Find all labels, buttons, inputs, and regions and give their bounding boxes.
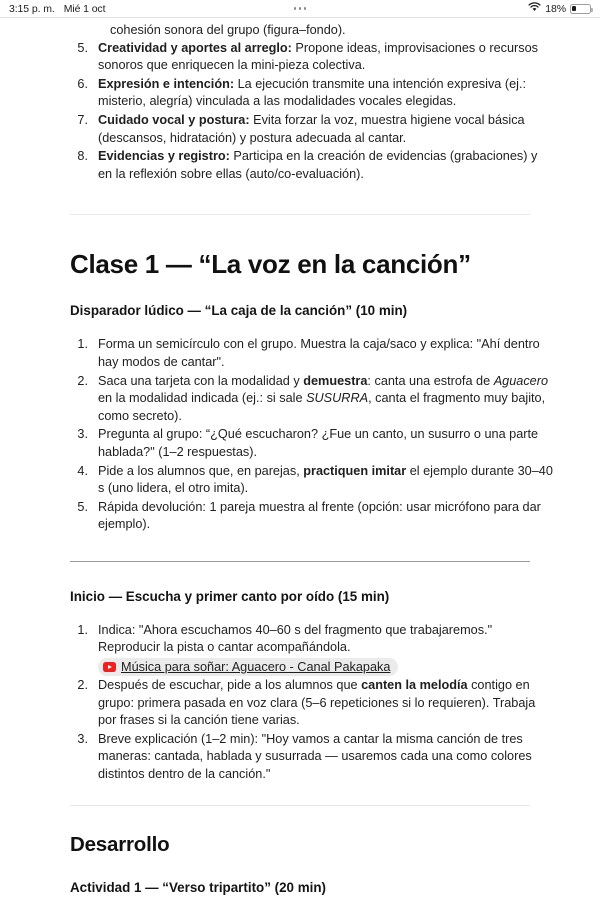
- list-item-text: Saca una tarjeta con la modalidad y demuestra: canta una estrofa de Aguacero en la modalidad indicada (ej.: si sale SUSURRA, canta el fragmento muy bajito, como secreto).: [98, 373, 548, 423]
- list-item-rest: La ejecución transmite una intención expresiva (ej.: misterio, alegría) vinculada a las modalidades vocales elegidas.: [98, 76, 527, 109]
- status-bar: [0, 0, 600, 17]
- actividad-heading: Actividad 1 — “Verso tripartito” (20 min): [70, 879, 326, 895]
- list-item-body: Indica: "Ahora escuchamos 40–60 s del fragmento que trabajaremos." Reproducir la pista o cantar acompañándola.: [98, 622, 493, 655]
- list-item-text: [98, 148, 558, 183]
- list-item: [72, 336, 558, 371]
- battery-percent-label: 18%: [545, 2, 566, 15]
- list-item-lead: Creatividad y aportes al arreglo:: [98, 40, 292, 55]
- list-item-text: Forma un semicírculo con el grupo. Muestra la caja/saco y explica: "Ahí dentro hay modos de cantar".: [98, 337, 540, 369]
- desarrollo-heading: Desarrollo: [70, 832, 170, 856]
- list-item: [72, 677, 558, 730]
- list-item-text: Rápida devolución: 1 pareja muestra al frente (opción: usar micrófono para dar ejemplo).: [98, 499, 541, 532]
- list-item-number: 2.: [77, 373, 88, 388]
- list-item: [72, 112, 558, 147]
- list-item: [72, 76, 558, 111]
- battery-icon: [570, 4, 591, 14]
- list-item-text: [98, 112, 558, 147]
- list-item-number: 1.: [77, 337, 88, 352]
- list-item-number: 5.: [77, 499, 88, 514]
- list-item-rest: Propone ideas, improvisaciones o recursos sonoros que enriquecen la mini-pieza colectiva.: [98, 40, 539, 73]
- list-item: [72, 499, 558, 534]
- list-item-number: 3.: [77, 427, 88, 442]
- list-item-text: Breve explicación (1–2 min): "Hoy vamos a cantar la misma canción de tres maneras: cantada, hablada y susurrada — usaremos cada una como colores distintos dentro de la canción.": [98, 731, 532, 782]
- list-item-rest: Evita forzar la voz, muestra higiene vocal básica (descansos, hidratación) y postura adecuada al cantar.: [98, 112, 525, 145]
- inicio-steps-list: [0, 622, 600, 784]
- list-item: [72, 622, 558, 676]
- list-item: [72, 40, 558, 75]
- status-bar-right: [528, 2, 591, 15]
- criteria-ordered-list: [72, 40, 600, 184]
- list-item: [72, 148, 558, 183]
- list-item-number: 8.: [77, 149, 88, 164]
- more-dots-indicator-icon: [294, 7, 307, 10]
- list-item-number: 2.: [77, 678, 88, 693]
- trigger-section-heading: Disparador lúdico — “La caja de la canción” (10 min): [70, 303, 408, 319]
- status-bar-left: [9, 3, 105, 15]
- list-item: [72, 463, 558, 498]
- youtube-link-chip[interactable]: [98, 658, 398, 676]
- list-item-text: [98, 622, 558, 676]
- page-title: Clase 1 — “La voz en la canción”: [70, 249, 471, 280]
- wifi-icon: [528, 2, 541, 15]
- list-item-text: [98, 40, 558, 75]
- list-item-number: 3.: [77, 731, 88, 746]
- list-item-text: Pregunta al grupo: “¿Qué escucharon? ¿Fue un canto, un susurro o una parte hablada?" (1–2 respuestas).: [98, 427, 539, 459]
- trigger-steps-list: [0, 336, 600, 534]
- status-bar-date: Mié 1 oct: [63, 2, 106, 15]
- list-item-text: Después de escuchar, pide a los alumnos que canten la melodía contigo en grupo: primera pasada en voz clara (5–6 repeticiones si lo requieren). Trabaja por frases si la canción tiene varias.: [98, 678, 536, 728]
- youtube-icon: [103, 662, 116, 672]
- list-item: [72, 373, 558, 426]
- document-scroll-area[interactable]: [0, 18, 600, 895]
- list-item-lead: Cuidado vocal y postura:: [98, 112, 250, 127]
- list-item-number: 6.: [77, 76, 88, 91]
- list-item-number: 1.: [77, 622, 88, 637]
- list-item-text: Pide a los alumnos que, en parejas, practiquen imitar el ejemplo durante 30–40 s (uno lidera, el otro imita).: [98, 463, 553, 496]
- document-page: [0, 18, 600, 897]
- list-item-number: 7.: [77, 112, 88, 127]
- list-item: [72, 731, 558, 784]
- status-bar-time: 3:15 p. m.: [9, 2, 55, 15]
- list-item-rest: Participa en la creación de evidencias (grabaciones) y en la reflexión sobre ellas (auto/co-evaluación).: [98, 149, 538, 181]
- inicio-ordered-list: [72, 622, 600, 784]
- youtube-link-label: Música para soñar: Aguacero - Canal Pakapaka: [121, 660, 391, 675]
- criteria-list: [0, 40, 600, 184]
- list-item-lead: Evidencias y registro:: [98, 149, 230, 164]
- list-item-number: 4.: [77, 463, 88, 478]
- list-item-text: [98, 76, 558, 111]
- continued-paragraph: cohesión sonora del grupo (figura–fondo).: [110, 23, 346, 37]
- trigger-ordered-list: [72, 336, 600, 534]
- list-item-lead: Expresión e intención:: [98, 76, 235, 91]
- inicio-section-heading: Inicio — Escucha y primer canto por oído (15 min): [70, 588, 390, 604]
- list-item: [72, 426, 558, 461]
- list-item-number: 5.: [77, 40, 88, 55]
